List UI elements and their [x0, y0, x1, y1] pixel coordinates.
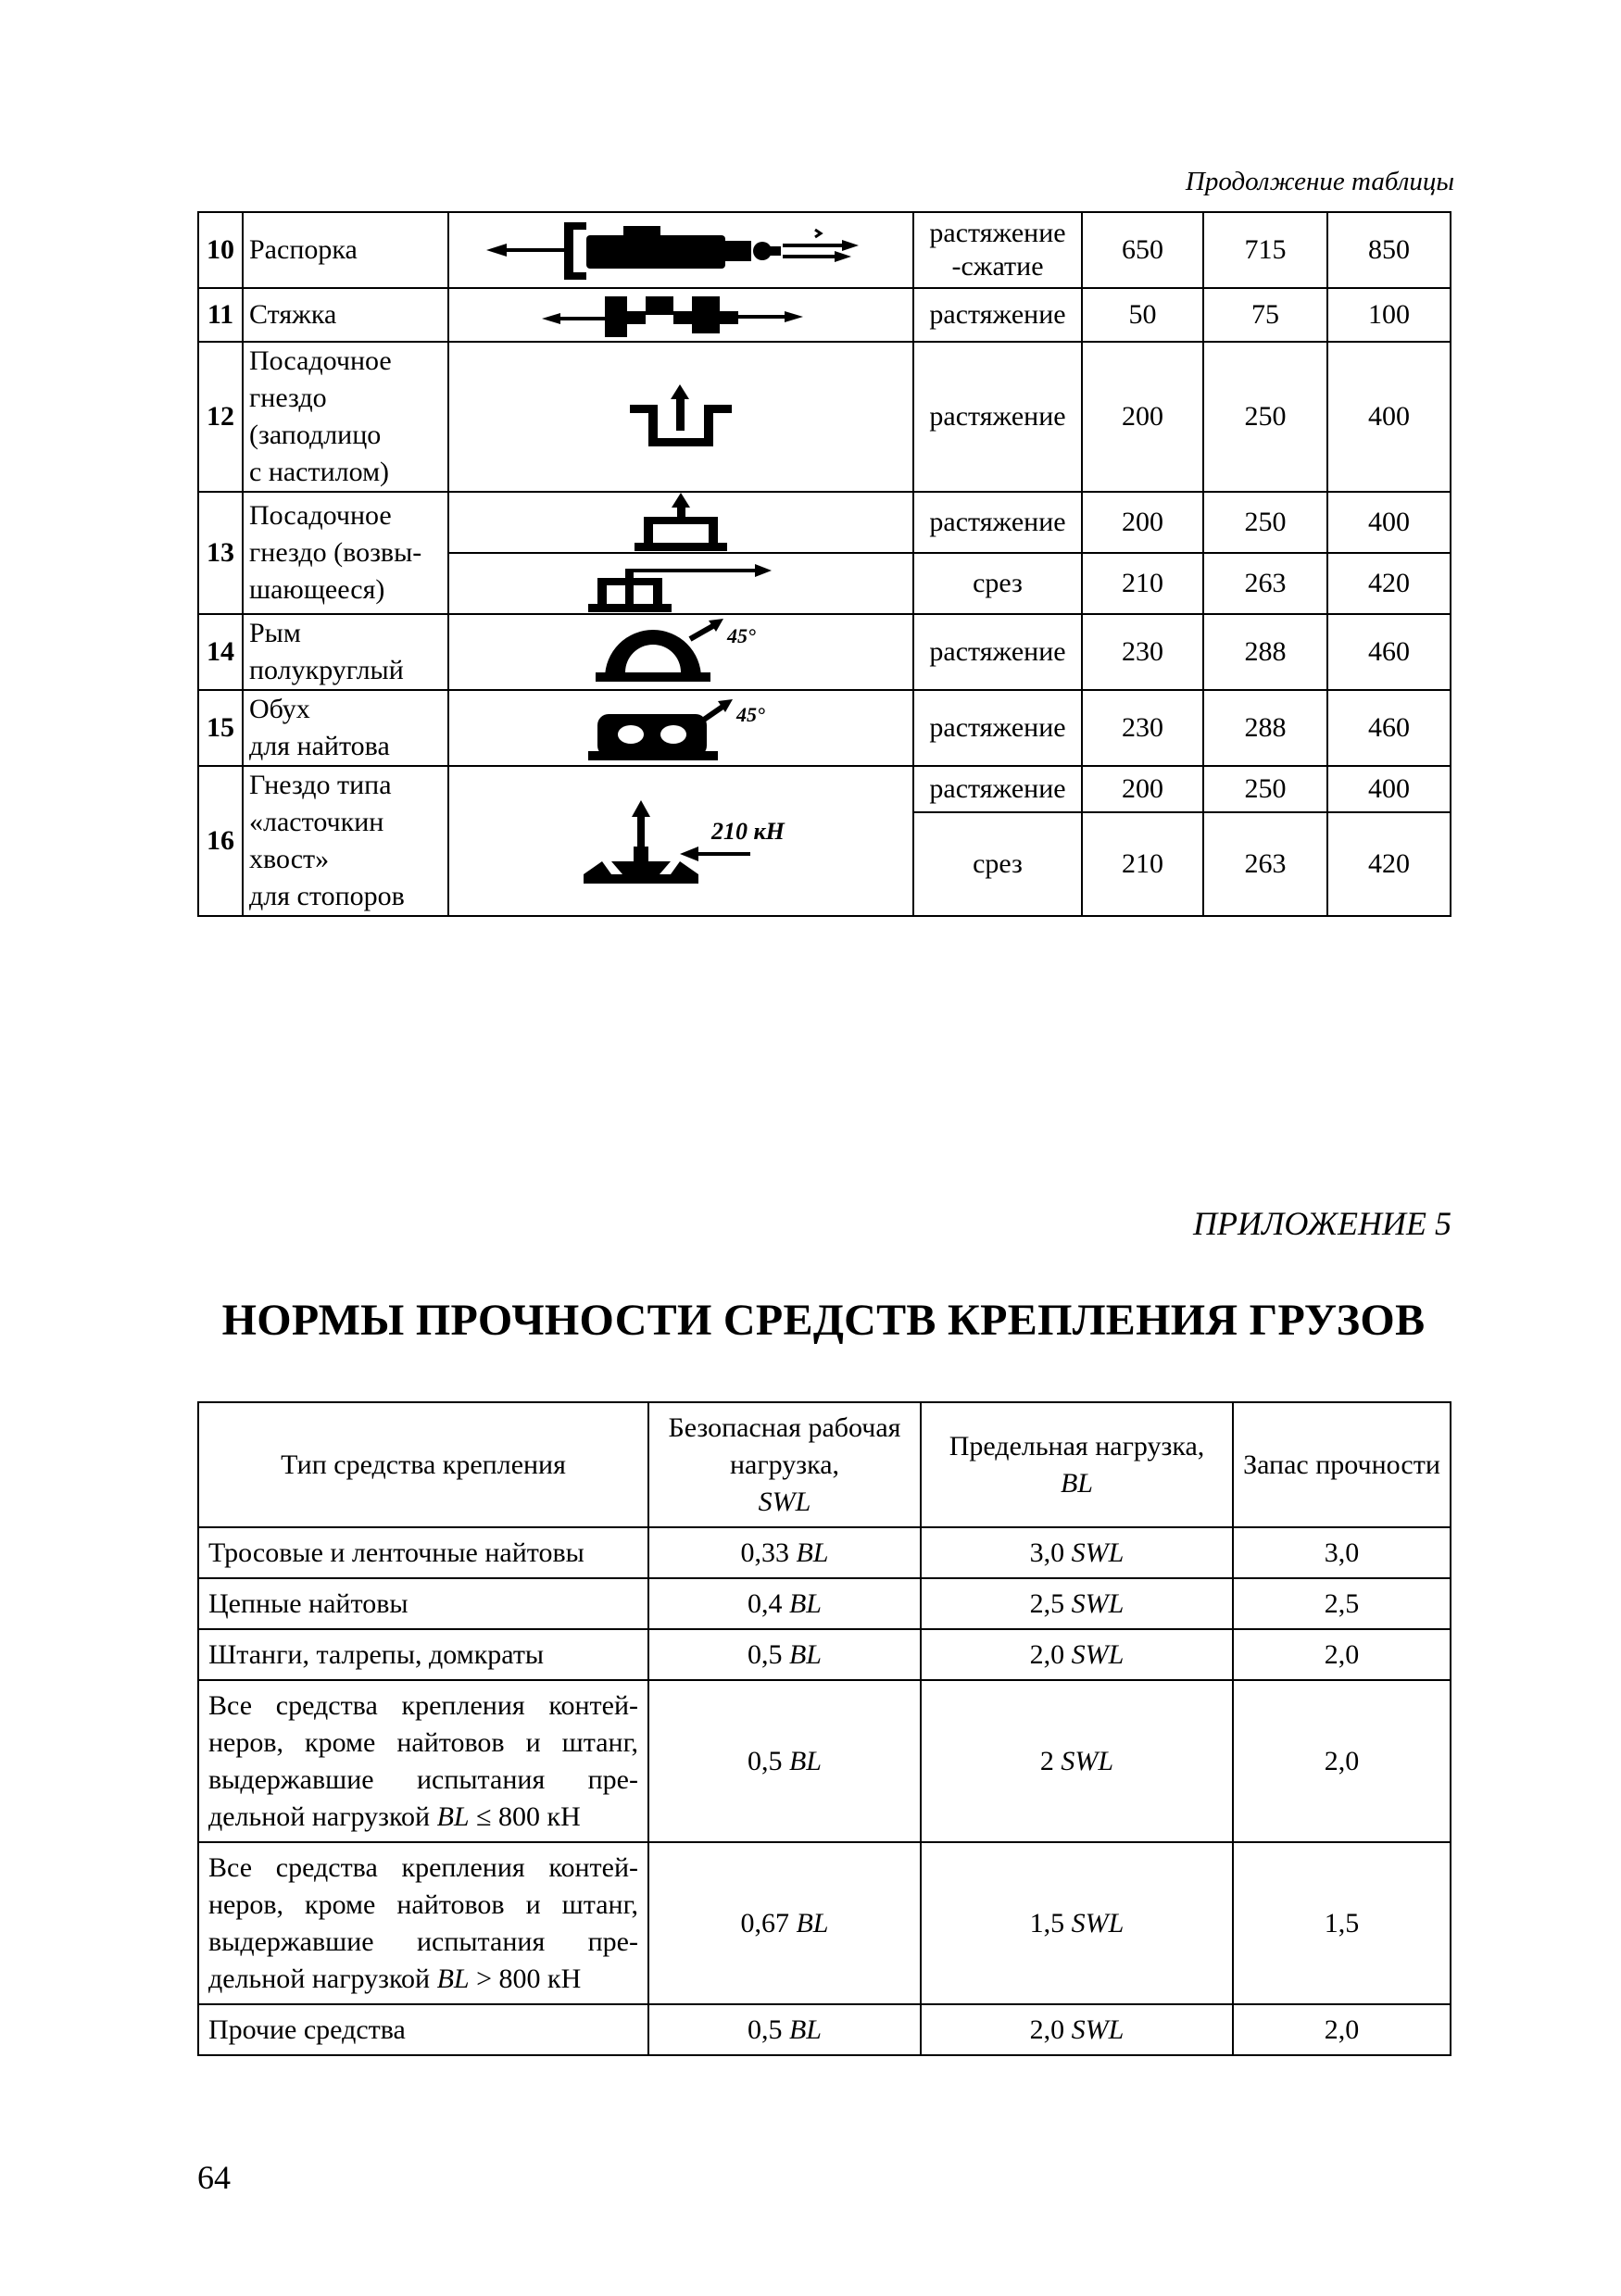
raised-socket-diagram [449, 493, 912, 552]
bl-value [921, 1578, 1233, 1629]
table-row [198, 766, 1451, 812]
header-bl-label: Предельная нагрузка, [949, 1430, 1205, 1462]
load-value: 200 [1082, 342, 1203, 492]
header-type: Тип средства крепления [198, 1402, 648, 1527]
table-row [198, 212, 1451, 288]
continuation-note: Продолжение таблицы [1185, 167, 1454, 196]
load-value: 650 [1082, 212, 1203, 288]
load-value: 420 [1327, 553, 1451, 614]
swl-value-number: 0,67 [740, 1907, 789, 1938]
safety-margin: 2,5 [1233, 1578, 1451, 1629]
swl-value [648, 1527, 921, 1578]
semicircular-eye-diagram [449, 615, 912, 689]
fitting-name: Посадочное гнездо (возвы- шающееся) [243, 492, 448, 614]
swl-value [648, 2004, 921, 2055]
table-row [198, 492, 1451, 553]
bl-value-unit: SWL [1071, 1537, 1125, 1568]
bl-value [921, 2004, 1233, 2055]
table-row [198, 2004, 1451, 2055]
dovetail-socket-diagram [449, 795, 912, 887]
header-swl [648, 1402, 921, 1527]
load-value: 200 [1082, 766, 1203, 812]
fittings-table-continuation [197, 211, 1451, 917]
fitting-diagram [448, 212, 913, 288]
bl-value-number: 3,0 [1029, 1537, 1065, 1568]
bl-value [921, 1527, 1233, 1578]
swl-value-number: 0,4 [747, 1587, 783, 1619]
load-type: срез [913, 812, 1082, 916]
bl-abbr: BL [436, 1800, 470, 1832]
row-number: 16 [198, 766, 243, 916]
table-row [198, 288, 1451, 342]
load-value: 200 [1082, 492, 1203, 553]
load-value: 250 [1203, 766, 1327, 812]
fastening-type-text: Все средства крепления контей-неров, кроме найтовов и штанг, выдержавшие испытания пре-дельной нагрузкой [208, 1689, 638, 1832]
swl-value [648, 1680, 921, 1842]
load-type: растяжение [913, 492, 1082, 553]
load-type: срез [913, 553, 1082, 614]
header-swl-abbr: SWL [758, 1486, 811, 1517]
safety-margin: 2,0 [1233, 2004, 1451, 2055]
load-type: растяжение [913, 342, 1082, 492]
fitting-name: Распорка [243, 212, 448, 288]
strength-norms-table [197, 1401, 1451, 2056]
bl-value [921, 1680, 1233, 1842]
raised-socket-shear-diagram [449, 554, 912, 613]
row-number: 14 [198, 614, 243, 690]
load-value: 210 [1082, 553, 1203, 614]
fitting-diagram [448, 614, 913, 690]
load-value: 420 [1327, 812, 1451, 916]
fitting-name: Стяжка [243, 288, 448, 342]
swl-value-unit: BL [788, 1745, 822, 1776]
row-number: 15 [198, 690, 243, 766]
fastening-type: Цепные найтовы [198, 1578, 648, 1629]
table-row [198, 614, 1451, 690]
bl-abbr: BL [436, 1963, 470, 1994]
swl-value-unit: BL [788, 1587, 822, 1619]
load-value: 288 [1203, 690, 1327, 766]
table-row [198, 1680, 1451, 1842]
safety-margin: 1,5 [1233, 1842, 1451, 2004]
load-value: 263 [1203, 812, 1327, 916]
tie-diagram [449, 289, 912, 341]
swl-value-number: 0,5 [747, 1745, 783, 1776]
load-value: 460 [1327, 614, 1451, 690]
fitting-diagram [448, 288, 913, 342]
load-type: растяжение [913, 766, 1082, 812]
load-value: 400 [1327, 492, 1451, 553]
row-number: 11 [198, 288, 243, 342]
safety-margin: 3,0 [1233, 1527, 1451, 1578]
table-row [198, 1527, 1451, 1578]
bl-value-number: 1,5 [1029, 1907, 1065, 1938]
swl-value-unit: BL [796, 1907, 829, 1938]
swl-value-unit: BL [788, 2014, 822, 2045]
svg-text:45°: 45° [727, 624, 756, 647]
load-value: 288 [1203, 614, 1327, 690]
swl-value-unit: BL [796, 1537, 829, 1568]
swl-value-number: 0,33 [740, 1537, 789, 1568]
load-value: 263 [1203, 553, 1327, 614]
swl-value [648, 1578, 921, 1629]
bl-value-unit: SWL [1071, 1907, 1125, 1938]
bl-value [921, 1629, 1233, 1680]
bl-value [921, 1842, 1233, 2004]
load-type: растяжение [913, 614, 1082, 690]
load-value: 715 [1203, 212, 1327, 288]
table-row [198, 1842, 1451, 2004]
bl-limit: > 800 кН [476, 1963, 582, 1994]
load-value: 400 [1327, 766, 1451, 812]
fastening-type: Штанги, талрепы, домкраты [198, 1629, 648, 1680]
lashing-lug-diagram [449, 694, 912, 762]
row-number: 10 [198, 212, 243, 288]
bl-value-unit: SWL [1061, 1745, 1114, 1776]
table-row [198, 690, 1451, 766]
header-margin: Запас прочности [1233, 1402, 1451, 1527]
fastening-type-text: Все средства крепления контей-неров, кроме найтовов и штанг, выдержавшие испытания пре-дельной нагрузкой [208, 1851, 638, 1994]
fastening-type [198, 1680, 648, 1842]
section-heading: НОРМЫ ПРОЧНОСТИ СРЕДСТВ КРЕПЛЕНИЯ ГРУЗОВ [221, 1296, 1426, 1345]
fitting-diagram [448, 690, 913, 766]
load-value: 460 [1327, 690, 1451, 766]
fitting-name: Обух для найтова [243, 690, 448, 766]
load-value: 230 [1082, 614, 1203, 690]
fastening-type: Тросовые и ленточные найтовы [198, 1527, 648, 1578]
header-swl-label: Безопасная рабочая нагрузка, [668, 1411, 901, 1480]
flush-socket-diagram [449, 384, 912, 449]
swl-value-unit: BL [788, 1638, 822, 1670]
row-number: 12 [198, 342, 243, 492]
table-row [198, 1629, 1451, 1680]
load-type: растяжение -сжатие [913, 212, 1082, 288]
safety-margin: 2,0 [1233, 1680, 1451, 1842]
load-type: растяжение [913, 288, 1082, 342]
load-value: 400 [1327, 342, 1451, 492]
strut-diagram [449, 213, 912, 287]
load-value: 250 [1203, 342, 1327, 492]
swl-value-number: 0,5 [747, 1638, 783, 1670]
bl-value-unit: SWL [1071, 2014, 1125, 2045]
bl-limit: ≤ 800 кН [476, 1800, 581, 1832]
bl-value-number: 2,0 [1029, 2014, 1065, 2045]
svg-text:210 кН: 210 кН [711, 818, 785, 845]
bl-value-number: 2,5 [1029, 1587, 1065, 1619]
load-value: 230 [1082, 690, 1203, 766]
load-value: 75 [1203, 288, 1327, 342]
table-row [198, 342, 1451, 492]
bl-value-unit: SWL [1071, 1638, 1125, 1670]
bl-value-number: 2,0 [1029, 1638, 1065, 1670]
load-value: 250 [1203, 492, 1327, 553]
load-type: растяжение [913, 690, 1082, 766]
fitting-name: Рым полукруглый [243, 614, 448, 690]
fitting-diagram [448, 492, 913, 553]
table-row [198, 1578, 1451, 1629]
swl-value-number: 0,5 [747, 2014, 783, 2045]
fitting-diagram [448, 766, 913, 916]
fastening-type [198, 1842, 648, 2004]
page-number: 64 [197, 2159, 231, 2196]
safety-margin: 2,0 [1233, 1629, 1451, 1680]
load-value: 850 [1327, 212, 1451, 288]
fitting-diagram [448, 553, 913, 614]
fitting-name: Посадочное гнездо (заподлицо с настилом) [243, 342, 448, 492]
fastening-type: Прочие средства [198, 2004, 648, 2055]
appendix-label: ПРИЛОЖЕНИЕ 5 [1193, 1205, 1451, 1242]
swl-value [648, 1629, 921, 1680]
svg-text:45°: 45° [736, 703, 765, 726]
load-value: 210 [1082, 812, 1203, 916]
header-bl-abbr: BL [1060, 1467, 1093, 1499]
row-number: 13 [198, 492, 243, 614]
fitting-diagram [448, 342, 913, 492]
load-value: 100 [1327, 288, 1451, 342]
header-bl [921, 1402, 1233, 1527]
bl-value-number: 2 [1039, 1745, 1054, 1776]
load-value: 50 [1082, 288, 1203, 342]
bl-value-unit: SWL [1071, 1587, 1125, 1619]
swl-value [648, 1842, 921, 2004]
fitting-name: Гнездо типа «ласточкин хвост» для стопоров [243, 766, 448, 916]
